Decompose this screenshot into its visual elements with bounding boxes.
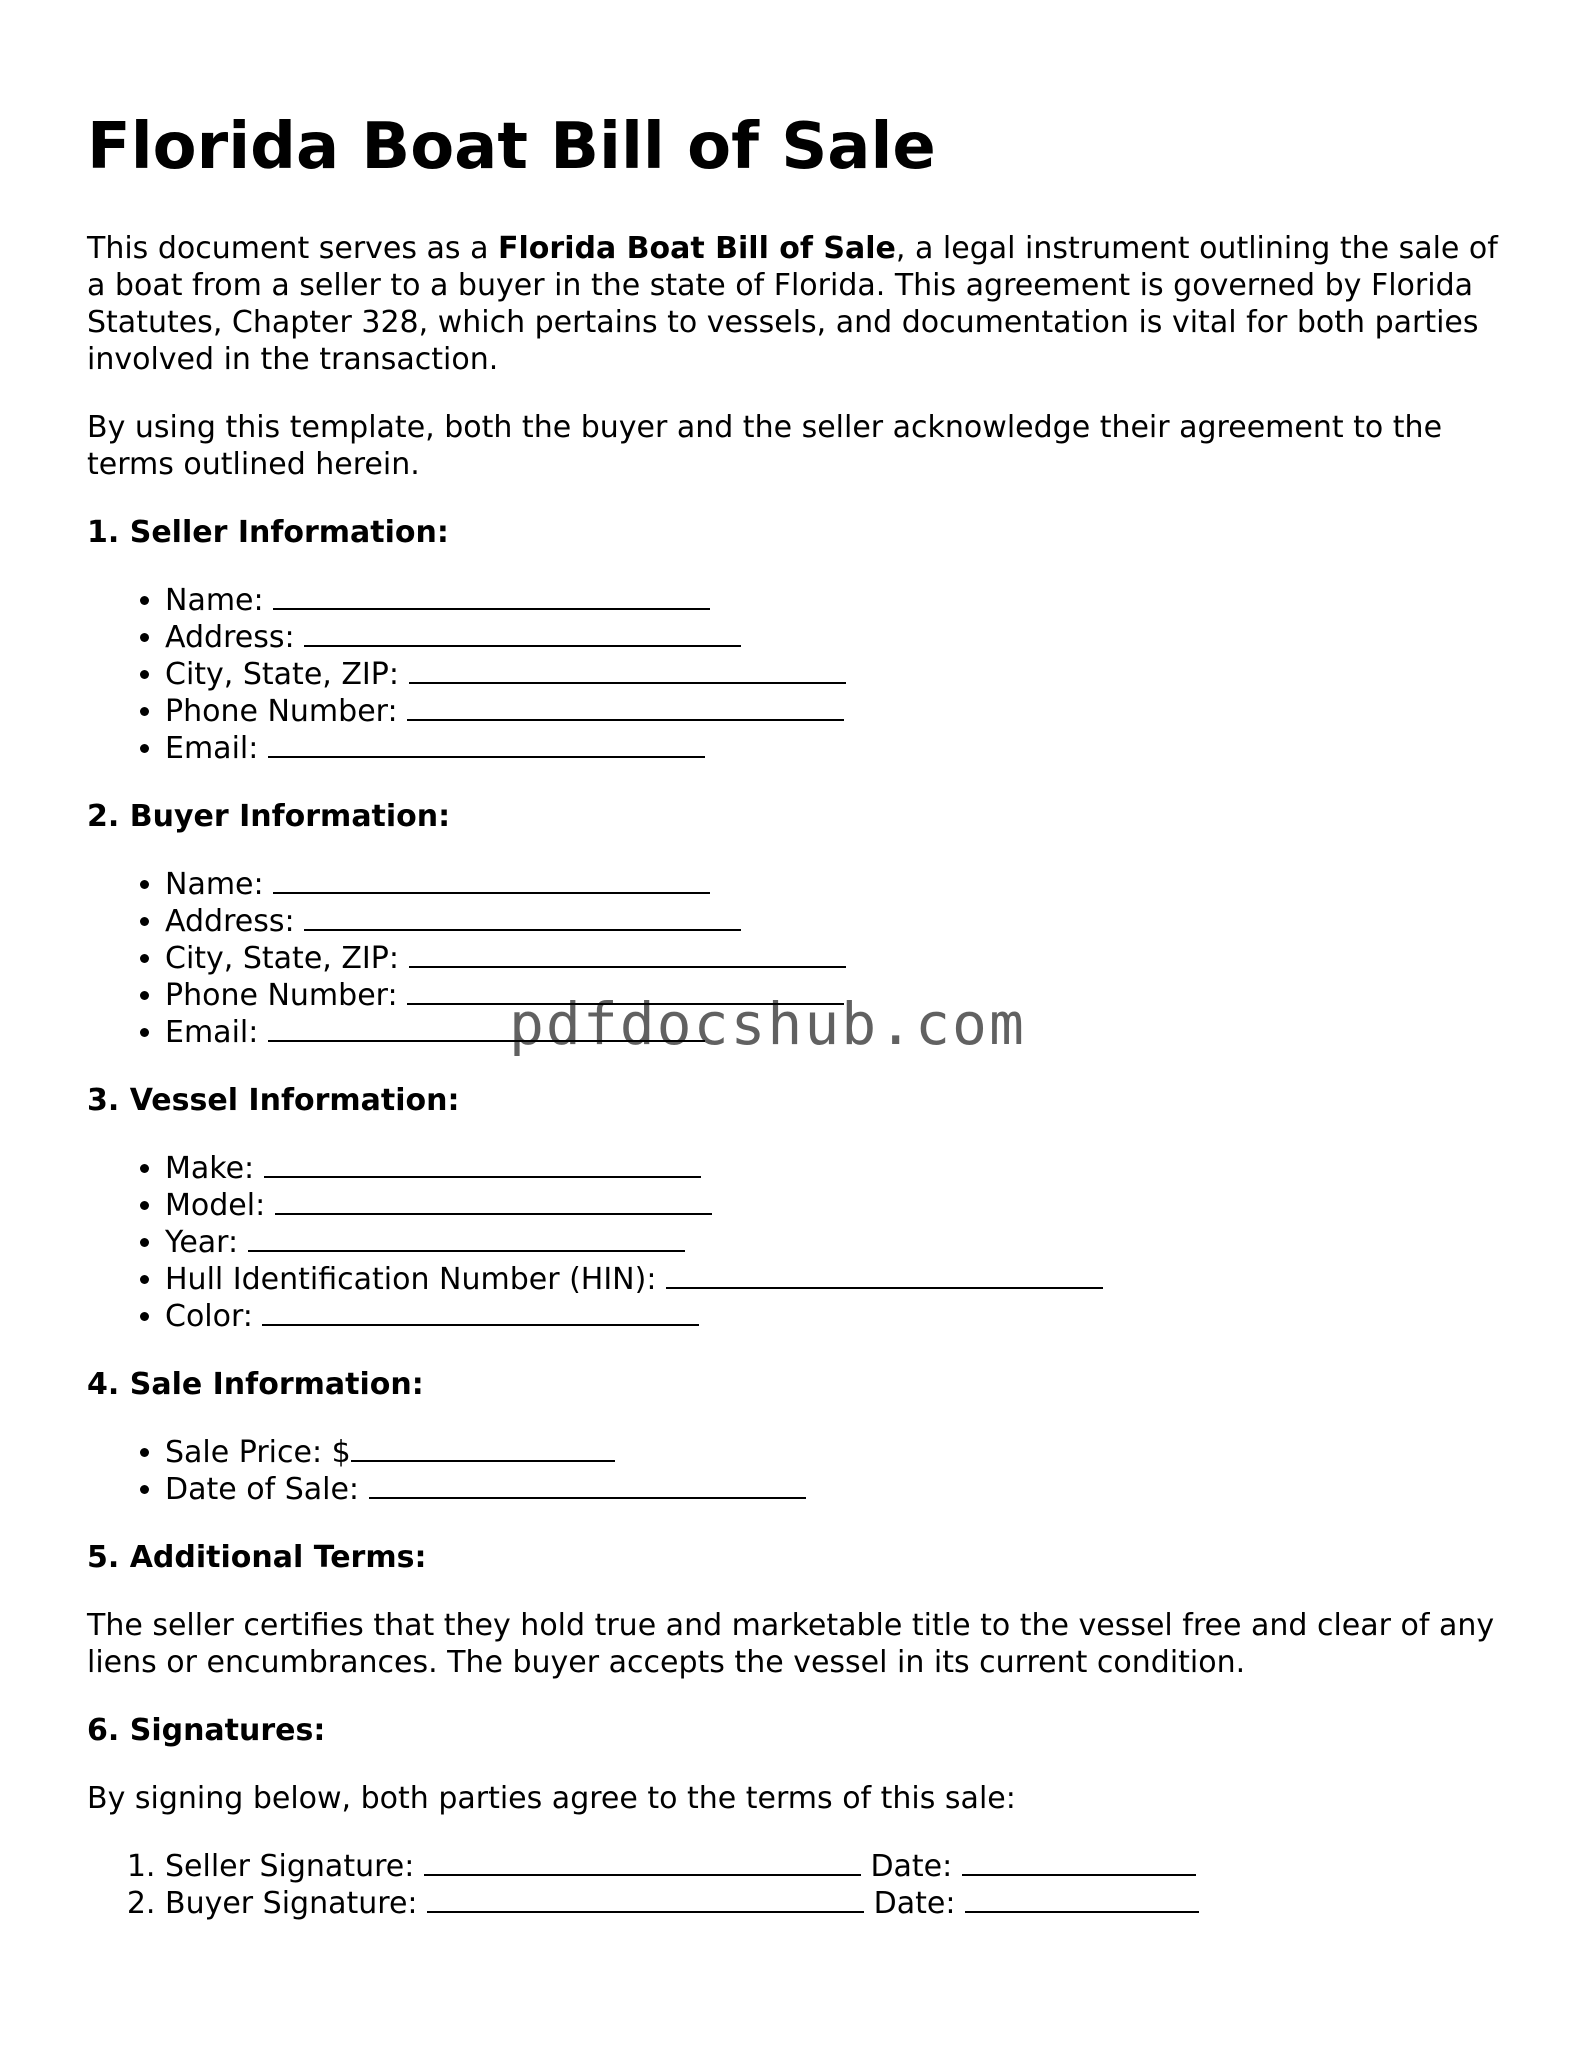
blank-line[interactable] xyxy=(409,940,846,968)
buyer-fields xyxy=(87,866,1507,1051)
signatures-paragraph: By signing below, both parties agree to the terms of this sale: xyxy=(87,1781,1016,1816)
blank-line[interactable] xyxy=(273,866,710,894)
intro-suffix: , a legal instrument outlining the sale of a boat from a seller to a buyer in the state of Florida. This agreement is governed by Florida Statutes, Chapter 328, which pertains to vessels, and documentation is vital for both parties involved in the transaction. xyxy=(87,231,1498,377)
seller-name-field: • Name: xyxy=(165,582,1507,619)
blank-line[interactable] xyxy=(264,1150,701,1178)
document-title: Florida Boat Bill of Sale xyxy=(87,110,936,184)
sale-date-field: • Date of Sale: xyxy=(165,1471,1507,1508)
intro-paragraph xyxy=(87,230,1507,378)
signatures-heading: 6. Signatures: xyxy=(87,1713,326,1748)
blank-line[interactable] xyxy=(304,619,741,647)
seller-city-field: • City, State, ZIP: xyxy=(165,656,1507,693)
blank-line[interactable] xyxy=(962,1848,1196,1876)
vessel-fields xyxy=(87,1150,1507,1335)
vessel-color-field: • Color: xyxy=(165,1298,1507,1335)
blank-line[interactable] xyxy=(273,582,710,610)
acknowledgement-paragraph: By using this template, both the buyer and the seller acknowledge their agreement to the terms outlined herein. xyxy=(87,410,1443,482)
watermark-text: pdfdocshub.com xyxy=(509,990,1026,1058)
seller-email-field: • Email: xyxy=(165,730,1507,767)
blank-line[interactable] xyxy=(407,977,844,1005)
intro-prefix: This document serves as a xyxy=(87,231,499,266)
blank-line[interactable] xyxy=(304,903,741,931)
intro-bold: Florida Boat Bill of Sale xyxy=(498,231,896,266)
buyer-signature-line: 2. Buyer Signature: Date: xyxy=(165,1885,1507,1922)
vessel-make-field: • Make: xyxy=(165,1150,1507,1187)
blank-line[interactable] xyxy=(248,1224,685,1252)
vessel-year-field: • Year: xyxy=(165,1224,1507,1261)
vessel-model-field: • Model: xyxy=(165,1187,1507,1224)
blank-line[interactable] xyxy=(275,1187,712,1215)
seller-signature-line: 1. Seller Signature: Date: xyxy=(165,1848,1507,1885)
blank-line[interactable] xyxy=(666,1261,1103,1289)
blank-line[interactable] xyxy=(268,1014,705,1042)
seller-fields xyxy=(87,582,1507,767)
blank-line[interactable] xyxy=(427,1885,864,1913)
terms-paragraph: The seller certifies that they hold true and marketable title to the vessel free and clear of any liens or encumbrances. The buyer accepts the vessel in its current condition. xyxy=(87,1608,1495,1680)
blank-line[interactable] xyxy=(409,656,846,684)
blank-line[interactable] xyxy=(965,1885,1199,1913)
blank-line[interactable] xyxy=(424,1848,861,1876)
blank-line[interactable] xyxy=(268,730,705,758)
sale-fields xyxy=(87,1434,1507,1508)
vessel-heading: 3. Vessel Information: xyxy=(87,1083,460,1118)
blank-line[interactable] xyxy=(351,1434,615,1462)
blank-line[interactable] xyxy=(262,1298,699,1326)
buyer-heading: 2. Buyer Information: xyxy=(87,799,451,834)
blank-line[interactable] xyxy=(369,1471,806,1499)
seller-phone-field: • Phone Number: xyxy=(165,693,1507,730)
signature-list xyxy=(87,1848,1507,1922)
buyer-name-field: • Name: xyxy=(165,866,1507,903)
seller-heading: 1. Seller Information: xyxy=(87,515,449,550)
seller-address-field: • Address: xyxy=(165,619,1507,656)
sale-price-field: • Sale Price: $ xyxy=(165,1434,1507,1471)
vessel-hin-field: • Hull Identification Number (HIN): xyxy=(165,1261,1507,1298)
buyer-phone-field: • Phone Number: xyxy=(165,977,1507,1014)
buyer-city-field: • City, State, ZIP: xyxy=(165,940,1507,977)
buyer-email-field: • Email: xyxy=(165,1014,1507,1051)
terms-heading: 5. Additional Terms: xyxy=(87,1540,427,1575)
blank-line[interactable] xyxy=(407,693,844,721)
document-page xyxy=(87,108,1507,1953)
sale-heading: 4. Sale Information: xyxy=(87,1367,424,1402)
buyer-address-field: • Address: xyxy=(165,903,1507,940)
